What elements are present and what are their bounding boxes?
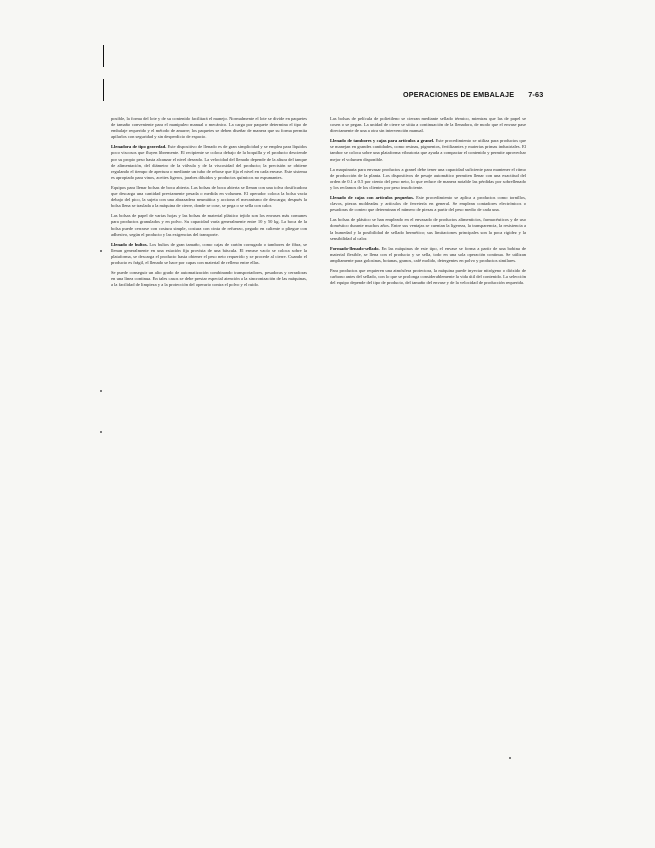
paragraph [111, 185, 307, 209]
paragraph [330, 268, 526, 286]
paragraph-text: posible, la forma del lote y de su contenido facilitará el manejo. Normalmente el lote se divide en paquetes de tamaño conveniente para el manipuleo manual o mecánico. La carga por paquete determina el tipo de embalaje requerido y el método de amarre; los paquetes se deben diseñar de manera que su forma permita apilarlos con seguridad y sin desperdicio de espacio. [111, 116, 307, 140]
paragraph-text: Equipos para llenar bolsas de boca abierta. Las bolsas de boca abierta se llenan con una tolva dosificadora que descarga una cantidad previamente pesada o medida en volumen. El operador coloca la bolsa vacía debajo del pico, la sujeta con una abrazadera neumática y acciona el mecanismo de descarga; después la bolsa llena se traslada a la máquina de cierre, donde se cose, se pega o se sella con calor. [111, 184, 307, 209]
paragraph-text: Se puede conseguir un alto grado de automatización combinando transportadores, pesadoras y cerradoras en una línea continua. En tales casos se debe prestar especial atención a la sincronización de las máquinas, a la facilidad de limpieza y a la protección del operario contra el polvo y el ruido. [111, 270, 307, 288]
paragraph-heading: Llenado de cajas con artículos pequeños. [330, 195, 414, 201]
paragraph [330, 138, 526, 162]
paragraph [330, 195, 526, 213]
scan-speck [509, 757, 511, 759]
paragraph-heading: Llenado de bultos. [111, 241, 148, 247]
paragraph-text: Los bultos de gran tamaño, como cajas de cartón corrugado o tambores de fibra, se llenan generalmente en una estación fija provista de una báscula. El envase vacío se coloca sobre la plataforma, se descarga el producto hasta obtener el peso neto requerido y se procede al cierre. Cuando el producto es frágil, el llenado se hace por capas con material de relleno entre ellas. [111, 241, 307, 265]
paragraph-text: En las máquinas de este tipo, el envase se forma a partir de una bobina de material flexible, se llena con el producto y se sella, todo en una sola operación continua. Se utilizan ampliamente para golosinas, botanas, granos, café molido, detergentes en polvo y productos similares. [330, 245, 526, 263]
paragraph [330, 217, 526, 241]
paragraph-text: Para productos que requieren una atmósfera protectora, la máquina puede inyectar nitrógeno o dióxido de carbono antes del sellado, con lo que se prolonga considerablemente la vida útil del contenido. La selección del equipo depende del tipo de producto, del tamaño del envase y de la velocidad de producción requerida. [330, 267, 526, 286]
paragraph-heading: Llenado de tambores y cajas para artículos a granel. [330, 138, 435, 144]
paragraph-heading: Llenadora de tipo gravedad. [111, 144, 167, 150]
scan-mark-mid [103, 79, 104, 101]
paragraph-text: La maquinaria para envasar productos a granel debe tener una capacidad suficiente para mantener el ritmo de producción de la planta. Los dispositivos de pesaje automático permiten llenar con una exactitud del orden de 0.1 a 0.5 por ciento del peso neto, lo que reduce de manera notable las pérdidas por sobrellenado y los reclamos de los clientes por peso insuficiente. [330, 166, 526, 190]
paragraph-text: Este procedimiento se aplica a productos como tornillos, clavos, piezas moldeadas y artículos de ferretería en general. Se emplean contadores electrónicos o pesadoras de conteo que determinan el número de piezas a partir del peso medio de cada una. [330, 195, 526, 213]
scan-speck [100, 250, 102, 252]
paragraph-text: Las bolsas de papel de varias hojas y las bolsas de material plástico tejido son los envases más comunes para productos granulados y en polvo. Su capacidad varía generalmente entre 10 y 50 kg. La boca de la bolsa puede cerrarse con costura simple, costura con cinta de refuerzo, pegado en caliente o pliegue con adhesivo, según el producto y las exigencias del transporte. [111, 213, 307, 237]
right-column [330, 116, 526, 701]
paragraph [330, 246, 526, 264]
scan-speck [100, 431, 102, 433]
paragraph-text: Este dispositivo de llenado es de gran simplicidad y se emplea para líquidos poco viscosos que fluyen libremente. El recipiente se coloca debajo de la boquilla y el producto desciende por su propio peso hasta alcanzar el nivel deseado. La velocidad del llenado depende de la altura del tanque de alimentación, del diámetro de la válvula y de la viscosidad del producto; la precisión se obtiene regulando el tiempo de apertura o mediante un tubo de rebose que fija el nivel en cada envase. Este sistema es apropiado para vinos, aceites ligeros, jarabes diluidos y productos químicos no espumantes. [111, 144, 308, 180]
paragraph-heading: Formado-llenado-sellado. [330, 245, 380, 251]
paragraph-text: Este procedimiento se utiliza para productos que se manejan en grandes cantidades, como resinas, pigmentos, fertilizantes y materias primas industriales. El tambor se coloca sobre una plataforma vibratoria que ayuda a compactar el contenido y permite aprovechar mejor el volumen disponible. [330, 138, 526, 162]
scan-mark-top [103, 45, 104, 67]
paragraph [111, 270, 307, 288]
paragraph-text: Las bolsas de película de polietileno se cierran mediante sellado térmico, mientras que las de papel se cosen o se pegan. La unidad de cierre se sitúa a continuación de la llenadora, de modo que el envase pase directamente de una a otra sin intervención manual. [330, 116, 526, 134]
left-column [111, 116, 307, 701]
paragraph [330, 116, 526, 134]
paragraph [330, 167, 526, 191]
header-title: OPERACIONES DE EMBALAJE [403, 90, 515, 99]
paragraph [111, 242, 307, 266]
page-number: 7-63 [528, 90, 544, 99]
paragraph [111, 213, 307, 237]
paragraph [111, 144, 307, 181]
running-header [403, 90, 544, 102]
paragraph-text: Las bolsas de plástico se han empleado en el envasado de productos alimenticios, farmacéuticos y de uso doméstico durante muchos años. Entre sus ventajas se cuentan la ligereza, la transparencia, la resistencia a la humedad y la posibilidad de sellado hermético; sus limitaciones principales son la poca rigidez y la sensibilidad al calor. [330, 217, 526, 241]
paragraph [111, 116, 307, 140]
scan-speck [100, 390, 102, 392]
